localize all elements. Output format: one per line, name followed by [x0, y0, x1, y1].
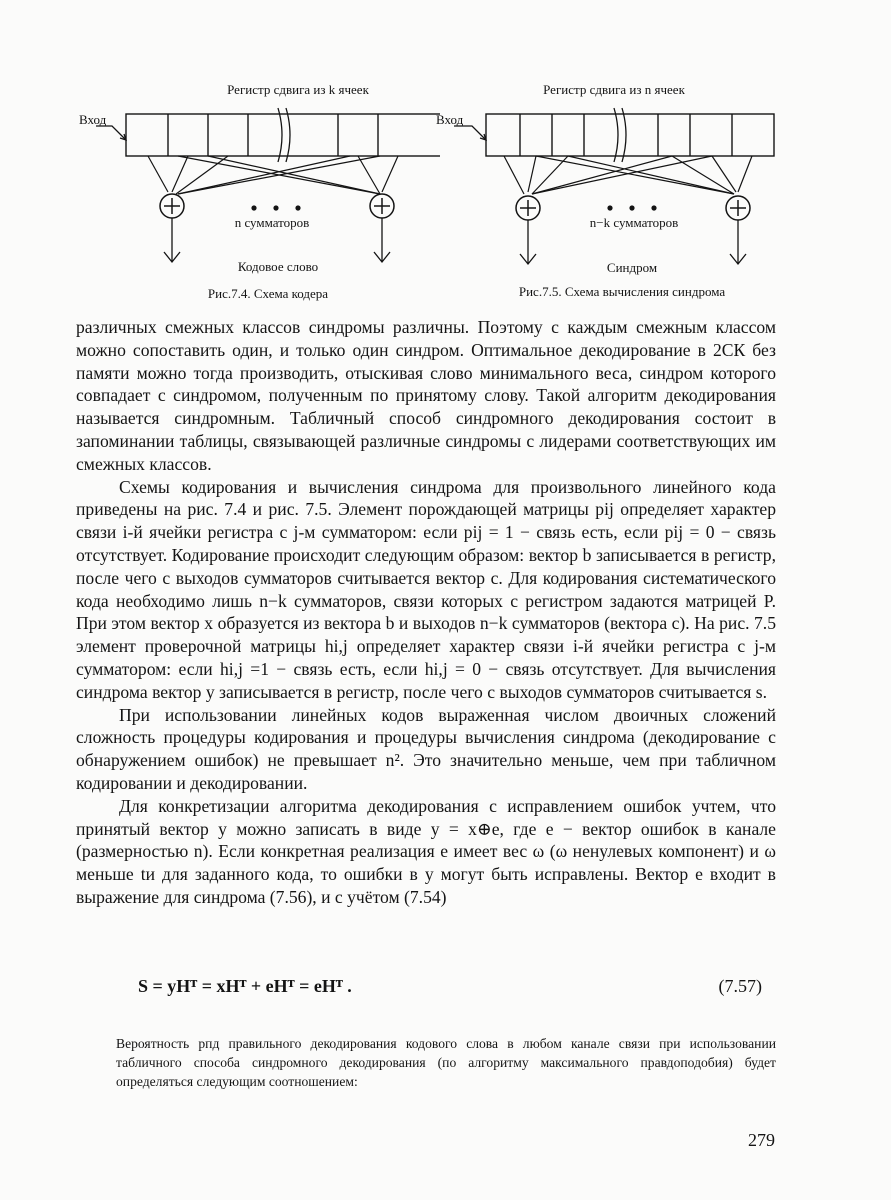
connections [148, 156, 398, 194]
ellipsis-dots [251, 205, 300, 210]
figure-coder [60, 78, 440, 308]
main-text [76, 316, 776, 909]
equation-body: S = yHᵀ = xHᵀ + eHᵀ = eHᵀ . [138, 976, 352, 996]
syndrome-input-label: Вход [436, 112, 464, 127]
adder-left [516, 196, 540, 220]
equation-7-57 [76, 976, 776, 1000]
coder-register-label: Регистр сдвига из k ячеек [227, 82, 369, 97]
paragraph-4: Для конкретизации алгоритма декодирования с исправлением ошибок учтем, что принятый вектор y можно записать в виде y = x⊕e, где e − вектор ошибок в канале (размерностью n). Если конкретная реализация e имеет вес ω (ω ненулевых компонент) и ω меньше tи для заданного кода, то ошибки в y могут быть исправлены. Вектор e входит в выражение для синдрома (7.56), и с учётом (7.54) [76, 795, 776, 907]
coder-adders-label: n сумматоров [234, 215, 310, 230]
figure-syndrome [432, 78, 782, 308]
equation-number: (7.57) [718, 976, 762, 996]
syndrome-output-label: Синдром [606, 260, 658, 275]
paragraph-2: Схемы кодирования и вычисления синдрома для произвольного линейного кода приведены на рис. 7.4 и рис. 7.5. Элемент порождающей матрицы pij определяет характер связи i-й ячейки регистра с j-м сумматором: если pij = 1 − связь есть, если pij = 0 − связь отсутствует. Кодирование происходит следующим образом: вектор b записывается в регистр, после чего с выходов сумматоров считывается вектор c. Для кодирования систематического кода необходимо лишь n−k сумматоров, связи которых с регистром задаются матрицей P. При этом вектор x образуется из вектора b и выходов n−k сумматоров (вектора c). На рис. 7.5 элемент проверочной матрицы hi,j определяет характер связи i-й ячейки регистра с j-м сумматором: если hi,j =1 − связь есть, если hi,j = 0 − связь отсутствует. Для вычисления синдрома вектор y записывается в регистр, после чего с выходов сумматоров считывается s. [76, 476, 776, 702]
adder-right [726, 196, 750, 220]
coder-output-label: Кодовое слово [237, 259, 319, 274]
coder-input-label: Вход [79, 112, 107, 127]
connections [504, 156, 752, 194]
adder-left [160, 194, 184, 218]
syndrome-adders-label: n−k сумматоров [589, 215, 679, 230]
ellipsis-dots [607, 205, 656, 210]
register-break [614, 108, 626, 162]
paragraph-5: Вероятность pпд правильного декодирования кодового слова в любом канале связи при использовании табличного способа синдромного декодирования (по алгоритму максимального правдоподобия) будет определяться следующим соотношением: [116, 1035, 776, 1089]
figure-caption-syndrome: Рис.7.5. Схема вычисления синдрома [518, 284, 726, 299]
adder-right [370, 194, 394, 218]
page-number: 279 [748, 1130, 775, 1150]
figure-caption-coder: Рис.7.4. Схема кодера [207, 286, 329, 301]
paragraph-1: различных смежных классов синдромы различны. Поэтому с каждым смежным классом можно сопоставить один, и только один синдром. Оптимальное декодирование в 2СК без памяти можно тогда производить, отыскивая слово минимального веса, синдром которого совпадает с синдромом, полученным по принятому слову. Такой алгоритм декодирования называется синдромным. Табличный способ синдромного декодирования состоит в запоминании таблицы, связывающей различные синдромы с лидерами соответствующих им смежных классов. [76, 317, 776, 474]
register-break [278, 108, 290, 162]
shift-register [486, 114, 774, 156]
shift-register [126, 114, 440, 156]
paragraph-3: При использовании линейных кодов выраженная числом двоичных сложений сложность процедуры кодирования и процедуры вычисления синдрома (декодирование с обнаружением ошибок) не превышает n². Это значительно меньше, чем при табличном кодировании и декодировании. [76, 704, 776, 793]
syndrome-register-label: Регистр сдвига из n ячеек [543, 82, 685, 97]
